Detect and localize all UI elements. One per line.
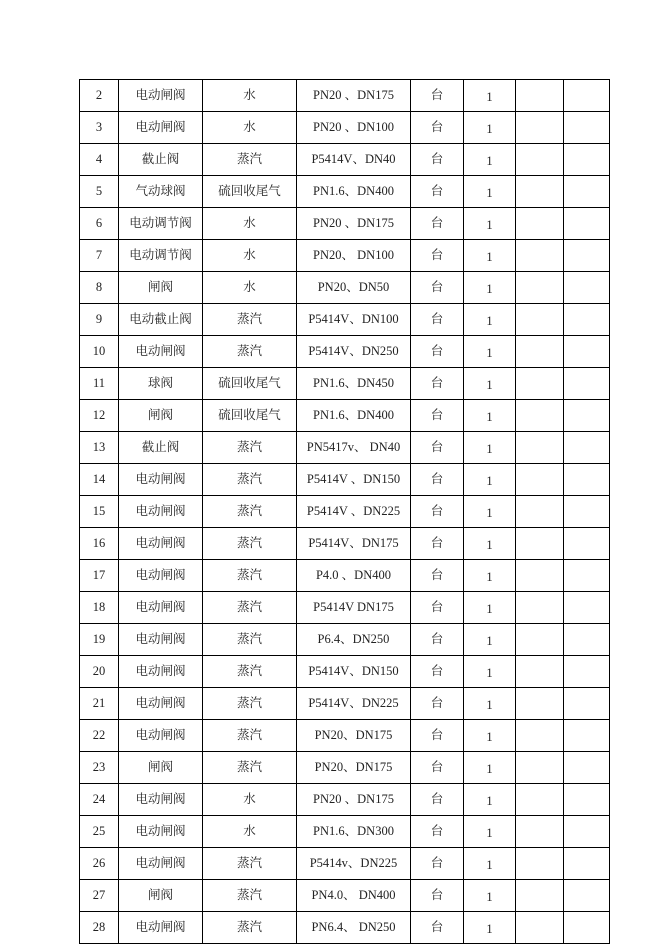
row-number: 21 — [80, 688, 119, 720]
medium: 蒸汽 — [203, 432, 297, 464]
blank-cell — [516, 304, 564, 336]
table-row — [80, 432, 610, 464]
valve-name: 闸阀 — [119, 752, 203, 784]
quantity: 1 — [464, 528, 516, 560]
table-row — [80, 624, 610, 656]
table-row — [80, 240, 610, 272]
remarks-cell — [564, 304, 610, 336]
medium: 水 — [203, 208, 297, 240]
unit: 台 — [411, 912, 464, 944]
medium: 蒸汽 — [203, 720, 297, 752]
row-number: 2 — [80, 80, 119, 112]
medium: 硫回收尾气 — [203, 400, 297, 432]
table-row — [80, 752, 610, 784]
medium: 水 — [203, 816, 297, 848]
remarks-cell — [564, 592, 610, 624]
row-number: 15 — [80, 496, 119, 528]
quantity: 1 — [464, 880, 516, 912]
blank-cell — [516, 336, 564, 368]
valve-name: 电动闸阀 — [119, 336, 203, 368]
quantity: 1 — [464, 336, 516, 368]
quantity: 1 — [464, 496, 516, 528]
quantity: 1 — [464, 816, 516, 848]
quantity: 1 — [464, 752, 516, 784]
row-number: 9 — [80, 304, 119, 336]
blank-cell — [516, 144, 564, 176]
valve-name: 电动闸阀 — [119, 80, 203, 112]
specification: PN20 、DN175 — [297, 80, 411, 112]
remarks-cell — [564, 272, 610, 304]
quantity: 1 — [464, 112, 516, 144]
blank-cell — [516, 592, 564, 624]
table-row — [80, 304, 610, 336]
unit: 台 — [411, 336, 464, 368]
unit: 台 — [411, 464, 464, 496]
quantity: 1 — [464, 592, 516, 624]
unit: 台 — [411, 208, 464, 240]
unit: 台 — [411, 240, 464, 272]
remarks-cell — [564, 688, 610, 720]
medium: 蒸汽 — [203, 304, 297, 336]
specification: P5414V、DN40 — [297, 144, 411, 176]
unit: 台 — [411, 400, 464, 432]
blank-cell — [516, 816, 564, 848]
unit: 台 — [411, 112, 464, 144]
unit: 台 — [411, 272, 464, 304]
blank-cell — [516, 752, 564, 784]
medium: 水 — [203, 272, 297, 304]
table-row — [80, 272, 610, 304]
valve-name: 电动闸阀 — [119, 624, 203, 656]
blank-cell — [516, 848, 564, 880]
unit: 台 — [411, 848, 464, 880]
remarks-cell — [564, 464, 610, 496]
medium: 蒸汽 — [203, 144, 297, 176]
blank-cell — [516, 880, 564, 912]
blank-cell — [516, 208, 564, 240]
specification: P5414V、DN250 — [297, 336, 411, 368]
medium: 水 — [203, 784, 297, 816]
medium: 蒸汽 — [203, 624, 297, 656]
blank-cell — [516, 400, 564, 432]
remarks-cell — [564, 80, 610, 112]
remarks-cell — [564, 624, 610, 656]
table-row — [80, 688, 610, 720]
specification: P5414V、DN175 — [297, 528, 411, 560]
table-row — [80, 464, 610, 496]
remarks-cell — [564, 912, 610, 944]
unit: 台 — [411, 720, 464, 752]
specification: PN20、DN50 — [297, 272, 411, 304]
remarks-cell — [564, 720, 610, 752]
unit: 台 — [411, 688, 464, 720]
specification: PN1.6、DN300 — [297, 816, 411, 848]
unit: 台 — [411, 528, 464, 560]
valve-name: 闸阀 — [119, 880, 203, 912]
row-number: 28 — [80, 912, 119, 944]
row-number: 13 — [80, 432, 119, 464]
row-number: 26 — [80, 848, 119, 880]
row-number: 7 — [80, 240, 119, 272]
medium: 蒸汽 — [203, 528, 297, 560]
table-row — [80, 496, 610, 528]
specification: PN20 、DN175 — [297, 784, 411, 816]
blank-cell — [516, 240, 564, 272]
valve-name: 气动球阀 — [119, 176, 203, 208]
row-number: 4 — [80, 144, 119, 176]
unit: 台 — [411, 304, 464, 336]
remarks-cell — [564, 848, 610, 880]
blank-cell — [516, 368, 564, 400]
specification: PN4.0、 DN400 — [297, 880, 411, 912]
unit: 台 — [411, 496, 464, 528]
unit: 台 — [411, 752, 464, 784]
remarks-cell — [564, 336, 610, 368]
valve-name: 电动调节阀 — [119, 208, 203, 240]
valve-name: 球阀 — [119, 368, 203, 400]
valve-name: 闸阀 — [119, 400, 203, 432]
table-row — [80, 112, 610, 144]
medium: 水 — [203, 240, 297, 272]
specification: PN1.6、DN400 — [297, 176, 411, 208]
quantity: 1 — [464, 80, 516, 112]
remarks-cell — [564, 496, 610, 528]
specification: P4.0 、DN400 — [297, 560, 411, 592]
specification: PN20 、DN100 — [297, 112, 411, 144]
blank-cell — [516, 784, 564, 816]
remarks-cell — [564, 432, 610, 464]
row-number: 12 — [80, 400, 119, 432]
specification: P5414V DN175 — [297, 592, 411, 624]
table-row — [80, 144, 610, 176]
quantity: 1 — [464, 656, 516, 688]
table-row — [80, 848, 610, 880]
medium: 蒸汽 — [203, 592, 297, 624]
quantity: 1 — [464, 624, 516, 656]
remarks-cell — [564, 880, 610, 912]
remarks-cell — [564, 144, 610, 176]
valve-name: 电动闸阀 — [119, 688, 203, 720]
blank-cell — [516, 496, 564, 528]
quantity: 1 — [464, 688, 516, 720]
remarks-cell — [564, 176, 610, 208]
specification: PN5417v、 DN40 — [297, 432, 411, 464]
table-row — [80, 816, 610, 848]
medium: 蒸汽 — [203, 496, 297, 528]
row-number: 8 — [80, 272, 119, 304]
medium: 蒸汽 — [203, 848, 297, 880]
blank-cell — [516, 688, 564, 720]
valve-name: 电动闸阀 — [119, 816, 203, 848]
medium: 水 — [203, 112, 297, 144]
table-row — [80, 368, 610, 400]
row-number: 24 — [80, 784, 119, 816]
blank-cell — [516, 112, 564, 144]
valve-name: 电动闸阀 — [119, 560, 203, 592]
specification: P5414V 、DN225 — [297, 496, 411, 528]
valve-name: 电动闸阀 — [119, 656, 203, 688]
unit: 台 — [411, 144, 464, 176]
table-row — [80, 656, 610, 688]
row-number: 25 — [80, 816, 119, 848]
medium: 硫回收尾气 — [203, 176, 297, 208]
quantity: 1 — [464, 464, 516, 496]
unit: 台 — [411, 80, 464, 112]
unit: 台 — [411, 624, 464, 656]
valve-name: 截止阀 — [119, 432, 203, 464]
blank-cell — [516, 80, 564, 112]
row-number: 18 — [80, 592, 119, 624]
row-number: 14 — [80, 464, 119, 496]
blank-cell — [516, 912, 564, 944]
medium: 硫回收尾气 — [203, 368, 297, 400]
quantity: 1 — [464, 400, 516, 432]
unit: 台 — [411, 560, 464, 592]
specification: P6.4、DN250 — [297, 624, 411, 656]
quantity: 1 — [464, 368, 516, 400]
blank-cell — [516, 432, 564, 464]
unit: 台 — [411, 816, 464, 848]
specification: P5414v、DN225 — [297, 848, 411, 880]
quantity: 1 — [464, 240, 516, 272]
row-number: 27 — [80, 880, 119, 912]
quantity: 1 — [464, 432, 516, 464]
blank-cell — [516, 560, 564, 592]
table-row — [80, 912, 610, 944]
unit: 台 — [411, 432, 464, 464]
row-number: 17 — [80, 560, 119, 592]
blank-cell — [516, 720, 564, 752]
valve-name: 闸阀 — [119, 272, 203, 304]
quantity: 1 — [464, 144, 516, 176]
remarks-cell — [564, 368, 610, 400]
specification: PN6.4、 DN250 — [297, 912, 411, 944]
specification: PN20、 DN100 — [297, 240, 411, 272]
remarks-cell — [564, 784, 610, 816]
table-row — [80, 528, 610, 560]
table-row — [80, 592, 610, 624]
quantity: 1 — [464, 848, 516, 880]
medium: 蒸汽 — [203, 656, 297, 688]
specification: P5414V、DN225 — [297, 688, 411, 720]
quantity: 1 — [464, 176, 516, 208]
valve-name: 截止阀 — [119, 144, 203, 176]
quantity: 1 — [464, 784, 516, 816]
medium: 蒸汽 — [203, 688, 297, 720]
quantity: 1 — [464, 272, 516, 304]
specification: P5414V、DN150 — [297, 656, 411, 688]
medium: 蒸汽 — [203, 880, 297, 912]
table-body — [80, 80, 610, 944]
remarks-cell — [564, 400, 610, 432]
row-number: 11 — [80, 368, 119, 400]
row-number: 19 — [80, 624, 119, 656]
medium: 蒸汽 — [203, 464, 297, 496]
row-number: 3 — [80, 112, 119, 144]
valve-name: 电动闸阀 — [119, 528, 203, 560]
medium: 水 — [203, 80, 297, 112]
valve-name: 电动调节阀 — [119, 240, 203, 272]
specification: P5414V、DN100 — [297, 304, 411, 336]
medium: 蒸汽 — [203, 336, 297, 368]
table-row — [80, 880, 610, 912]
table-row — [80, 336, 610, 368]
table-row — [80, 720, 610, 752]
valve-name: 电动闸阀 — [119, 912, 203, 944]
quantity: 1 — [464, 912, 516, 944]
remarks-cell — [564, 752, 610, 784]
medium: 蒸汽 — [203, 912, 297, 944]
unit: 台 — [411, 784, 464, 816]
valve-list-table — [79, 79, 610, 944]
quantity: 1 — [464, 560, 516, 592]
valve-name: 电动闸阀 — [119, 464, 203, 496]
remarks-cell — [564, 112, 610, 144]
specification: PN20、DN175 — [297, 752, 411, 784]
valve-name: 电动闸阀 — [119, 784, 203, 816]
valve-name: 电动闸阀 — [119, 720, 203, 752]
unit: 台 — [411, 656, 464, 688]
valve-name: 电动闸阀 — [119, 496, 203, 528]
row-number: 23 — [80, 752, 119, 784]
row-number: 20 — [80, 656, 119, 688]
medium: 蒸汽 — [203, 752, 297, 784]
remarks-cell — [564, 560, 610, 592]
quantity: 1 — [464, 720, 516, 752]
valve-name: 电动闸阀 — [119, 592, 203, 624]
blank-cell — [516, 464, 564, 496]
specification: P5414V 、DN150 — [297, 464, 411, 496]
blank-cell — [516, 656, 564, 688]
remarks-cell — [564, 240, 610, 272]
specification: PN20 、DN175 — [297, 208, 411, 240]
table-row — [80, 784, 610, 816]
table-row — [80, 400, 610, 432]
remarks-cell — [564, 528, 610, 560]
remarks-cell — [564, 816, 610, 848]
blank-cell — [516, 272, 564, 304]
unit: 台 — [411, 368, 464, 400]
table-row — [80, 80, 610, 112]
row-number: 10 — [80, 336, 119, 368]
quantity: 1 — [464, 304, 516, 336]
unit: 台 — [411, 880, 464, 912]
remarks-cell — [564, 656, 610, 688]
valve-name: 电动闸阀 — [119, 112, 203, 144]
valve-name: 电动闸阀 — [119, 848, 203, 880]
specification: PN1.6、DN400 — [297, 400, 411, 432]
unit: 台 — [411, 592, 464, 624]
row-number: 6 — [80, 208, 119, 240]
table-row — [80, 176, 610, 208]
table-row — [80, 560, 610, 592]
specification: PN20、DN175 — [297, 720, 411, 752]
valve-name: 电动截止阀 — [119, 304, 203, 336]
specification: PN1.6、DN450 — [297, 368, 411, 400]
row-number: 22 — [80, 720, 119, 752]
blank-cell — [516, 624, 564, 656]
blank-cell — [516, 528, 564, 560]
medium: 蒸汽 — [203, 560, 297, 592]
row-number: 5 — [80, 176, 119, 208]
quantity: 1 — [464, 208, 516, 240]
table-row — [80, 208, 610, 240]
blank-cell — [516, 176, 564, 208]
remarks-cell — [564, 208, 610, 240]
unit: 台 — [411, 176, 464, 208]
row-number: 16 — [80, 528, 119, 560]
